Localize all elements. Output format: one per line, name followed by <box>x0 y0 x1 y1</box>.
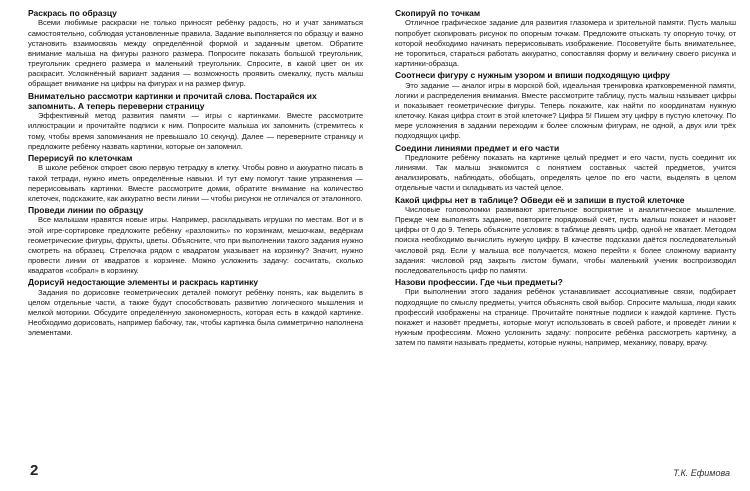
section-heading: Внимательно рассмотри картинки и прочитай слова. Постарайся их запомнить. А теперь переверни страницу <box>28 90 317 111</box>
section-heading: Какой цифры нет в таблице? Обведи её и запиши в пустой клеточке <box>395 194 685 205</box>
section-heading: Раскрась по образцу <box>28 8 117 18</box>
section-name-professions <box>395 277 736 348</box>
left-column <box>28 8 363 460</box>
page-number: 2 <box>30 462 39 479</box>
section-text: В школе ребёнок откроет свою первую тетрадку в клетку. Чтобы ровно и аккуратно писать в такой тетради, нужно иметь определённые навыки. И тут ему помогут такие упражнения — перерисовывать картинки. Вместе рассмотрите домик, обратите внимание на количество клеточек, подскажите, как аккуратно вести линии — чтобы рисунок не отличался от эталонного. <box>28 163 363 203</box>
section-text: Отличное графическое задание для развития глазомера и зрительной памяти. Пусть малыш попробует скопировать рисунок по опорным точкам. Предложите отыскать ту опорную точку, от которой необходимо начинать перерисовывать изображение. Посоветуйте быть внимательнее, не торопиться, стараться работать аккуратно, сопоставляя форму и величину своего рисунка и картинки-образца. <box>395 18 736 69</box>
section-text: Всеми любимые раскраски не только приносят ребёнку радость, но и учат заниматься самостоятельно, соблюдая установленные правила. Задание выполняется по образцу и важно установить взаимосвязь между определённой формой и заданным цветом. Обратите внимание малыша на фигуры разного размера. Попросите показать большой треугольник, треугольник среднего размера и маленький треугольник. Спросите, в какой цвет он их раскрасит. Усложнённый вариант задания — возможность проявить смекалку, пусть малыш обращает внимание на цифры на фигурах и на размер фигур. <box>28 18 363 89</box>
section-complete-missing-elements <box>28 277 363 338</box>
section-text: Предложите ребёнку показать на картинке целый предмет и его части, пусть соединит их линиями. Так малыш знакомится с понятием составных частей предметов, учится анализировать, наблюдать, обобщать, определять целое по его части, выделять в целом отдельные части и складывать из частей целое. <box>395 152 736 193</box>
section-draw-lines-by-sample <box>28 205 363 276</box>
author-name: Т.К. Ефимова <box>673 468 730 478</box>
right-column <box>395 8 736 460</box>
section-text: Задания по дорисовке геометрических деталей помогут ребёнку понять, как выделить в целом отдельные части, а также будут способствовать развитию логического мышления и мелкой моторики. Обсудите определённую закономерность, которая есть в каждой картинке. Необходимо дорисовать, например бабочку, так, чтобы картинка была симметрично наполнена элементами. <box>28 287 363 338</box>
section-heading: Дорисуй недостающие элементы и раскрась картинку <box>28 277 259 288</box>
section-text: Все малышам нравятся новые игры. Например, раскладывать игрушки по местам. Вот и в этой игре-сортировке предложите ребёнку «разложить» по корзинкам, мешочкам, ведёркам геометрические фигуры, фрукты, цветы. Объясните, что при выполнении такого задания нужно смотреть на образец. Стрелочка рядом с квадратом указывает на корзинку? Значит, нужно провести линии от квадратов к корзинке. Можно усложнить задачу: сосчитать, сколько квадратов «собрал» в корзинку. <box>28 215 363 276</box>
section-missing-digit <box>395 195 736 277</box>
section-text: При выполнении этого задания ребёнок устанавливает ассоциативные связи, подбирает подходящие по смыслу предметы, учится объяснять свой выбор. Спросите малыша, люди каких профессий изображены на странице. Прочитайте понятные подписи к каждой картинке. Пусть покажет и назовёт предметы, которые могут использовать в своей работе, и проведёт линии к нужным профессиям. Можно усложнить задачу: попросите ребёнка рассмотреть картинку, а затем по памяти называть предметы, которые нужны, например, механику, повару, врачу. <box>395 287 736 348</box>
section-heading: Скопируй по точкам <box>395 8 481 18</box>
section-heading: Перерисуй по клеточкам <box>28 152 133 163</box>
section-text: Эффективный метод развития памяти — игры с картинками. Вместе рассмотрите иллюстрации и прочитайте подписи к ним. Попросите малыша их запомнить (стремитесь к тому, чтобы время запоминания не превышало 10 секунд). Далее — переверните страницу и предложите ребёнку назвать картинки, которые он запомнил. <box>28 111 363 151</box>
section-heading: Соотнеси фигуру с нужным узором и впиши подходящую цифру <box>395 70 671 81</box>
section-text: Числовые головоломки развивают зрительное восприятие и аналитическое мышление. Прежде чем выполнять задание, повторите порядковый счёт, пусть малыш покажет и назовёт цифры от 0 до 9. Теперь объясните условия: в таблице девять цифр, одной не хватает. Методом поиска необходимо вычислить нужную цифру. В качестве подсказки даётся последовательный числовой ряд. Если у малыша всё получается, можно перейти к более сложному варианту задания: числовой ряд закрыть листом бумаги, чтобы маленький ученик воспроизводил последовательность цифр по памяти. <box>395 204 736 275</box>
section-heading: Проведи линии по образцу <box>28 204 144 215</box>
section-memorize-pictures <box>28 91 363 152</box>
section-text: Это задание — аналог игры в морской бой, идеальная тренировка кратковременной памяти, логики и распределения внимания. Вместе рассмотрите таблицу, пусть малыш называет цифры и показывает геометрические фигуры. Теперь покажите, как найти по координатам нужную клеточку. Какая цифра стоит в этой клеточке? Цифра 5! Пишем эту цифру в пустую клеточку. По мере усложнения в задании переходим к более сложным фигурам, не одной, а двух или трёх подходящих цифр. <box>395 80 736 141</box>
section-match-figure-pattern <box>395 70 736 141</box>
section-connect-object-parts <box>395 143 736 194</box>
section-heading: Соедини линиями предмет и его части <box>395 142 560 153</box>
section-redraw-by-cells <box>28 153 363 204</box>
text-columns <box>28 8 736 460</box>
section-copy-by-dots <box>395 8 736 69</box>
section-heading: Назови профессии. Где чьи предметы? <box>395 277 563 288</box>
section-coloring-by-sample <box>28 8 363 90</box>
